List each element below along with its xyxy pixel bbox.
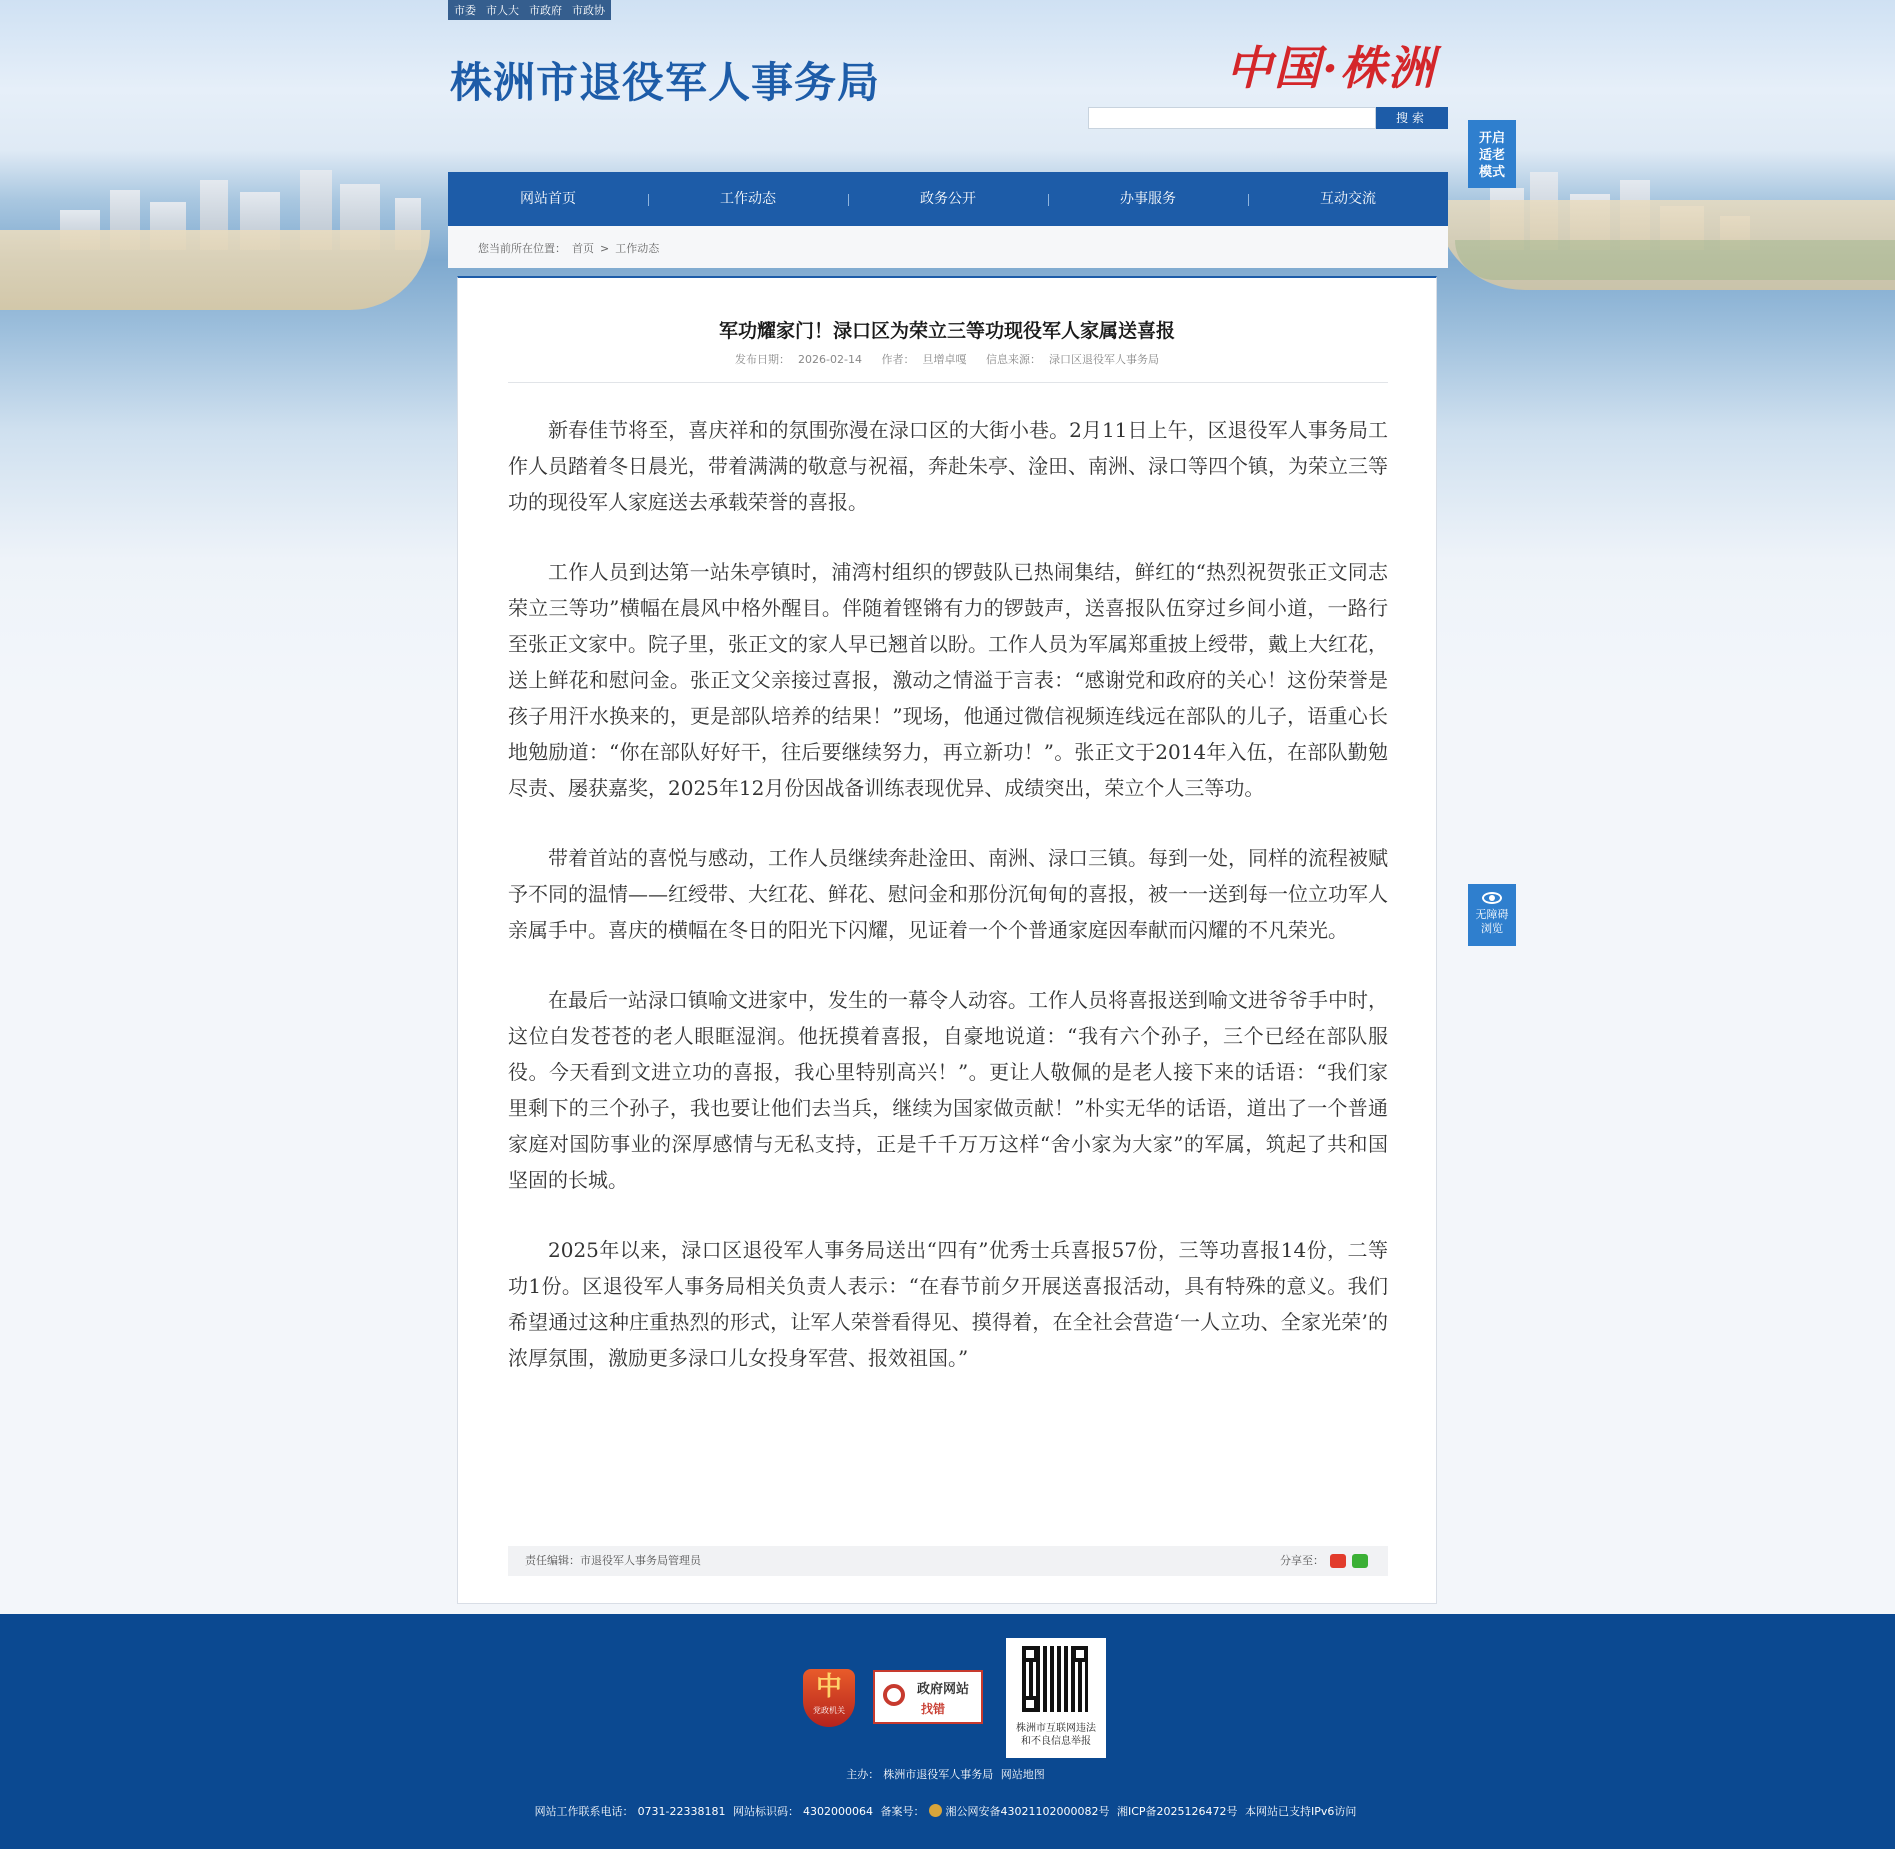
report-qr-card[interactable]: [1006, 1638, 1106, 1758]
share-label: 分享至：: [1280, 1554, 1324, 1567]
host-label: 主办：: [846, 1768, 880, 1781]
gov-error-subtitle: 找错: [921, 1702, 946, 1716]
party-gov-badge[interactable]: [803, 1669, 855, 1727]
search-button[interactable]: 搜索: [1376, 107, 1448, 129]
top-link-congress[interactable]: 市人大: [486, 4, 519, 17]
article-paragraph: 工作人员到达第一站朱亭镇时，浦湾村组织的锣鼓队已热闹集结，鲜红的“热烈祝贺张正文同志荣立三等功”横幅在晨风中格外醒目。伴随着铿锵有力的锣鼓声，送喜报队伍穿过乡间小道，一路行至张正文家中。院子里，张正文的家人早已翘首以盼。工作人员为军属郑重披上绶带，戴上大红花，送上鲜花和慰问金。张正文父亲接过喜报，激动之情溢于言表：“感谢党和政府的关心！这份荣誉是孩子用汗水换来的，更是部队培养的结果！”现场，他通过微信视频连线远在部队的儿子，语重心长地勉励道：“你在部队好好干，往后要继续努力，再立新功！”。张正文于2014年入伍，在部队勤勉尽责、屡获嘉奖，2025年12月份因战备训练表现优异、成绩突出，荣立个人三等功。: [508, 560, 1388, 800]
nav-work-news[interactable]: 工作动态: [648, 172, 848, 226]
article-paragraph: 在最后一站渌口镇喻文进家中，发生的一幕令人动容。工作人员将喜报送到喻文进爷爷手中时，这位白发苍苍的老人眼眶湿润。他抚摸着喜报，自豪地说道：“我有六个孙子，三个已经在部队服役。今天看到文进立功的喜报，我心里特别高兴！”。更让人敬佩的是老人接下来的话语：“我们家里剩下的三个孙子，我也要让他们去当兵，继续为国家做贡献！”朴实无华的话语，道出了一个普通家庭对国防事业的深厚感情与无私支持，正是千千万万这样“舍小家为大家”的军属，筑起了共和国坚固的长城。: [508, 988, 1388, 1192]
nav-interaction[interactable]: 互动交流: [1248, 172, 1448, 226]
breadcrumb-current[interactable]: 工作动态: [615, 242, 660, 255]
search-input[interactable]: [1088, 107, 1376, 129]
phone: 0731-22338181: [637, 1805, 726, 1818]
nav-home[interactable]: 网站首页: [520, 191, 576, 207]
author: 作者： 旦增卓嘎: [881, 353, 967, 366]
article-paragraph: 新春佳节将至，喜庆祥和的氛围弥漫在渌口区的大街小巷。2月11日上午，区退役军人事务局工作人员踏着冬日晨光，带着满满的敬意与祝福，奔赴朱亭、淦田、南洲、渌口等四个镇，为荣立三等功的现役军人家庭送去承载荣誉的喜报。: [508, 418, 1388, 514]
article-title: 军功耀家门！渌口区为荣立三等功现役军人家属送喜报: [718, 320, 1175, 342]
eye-icon: [1482, 892, 1502, 904]
breadcrumb-home[interactable]: 首页: [572, 242, 594, 255]
qr-finder: [1072, 1646, 1088, 1662]
breadcrumb-separator: >: [600, 242, 610, 255]
top-links-bar: [448, 0, 611, 20]
info-source: 信息来源： 渌口区退役军人事务局: [985, 353, 1159, 366]
party-badge-label: 党政机关: [813, 1706, 845, 1715]
article-paragraph: 2025年以来，渌口区退役军人事务局送出“四有”优秀士兵喜报57份，三等功喜报14份，二等功1份。区退役军人事务局相关负责人表示：“在春节前夕开展送喜报活动，具有特殊的意义。我们希望通过这种庄重热烈的形式，让军人荣誉看得见、摸得着，在全社会营造‘一人立功、全家光荣’的浓厚氛围，激励更多渌口儿女投身军营、报效祖国。”: [508, 1238, 1388, 1370]
elder-mode-button[interactable]: [1468, 120, 1516, 188]
article-card: [457, 276, 1437, 1604]
magnifier-icon: [883, 1684, 905, 1706]
riverbank-left: [0, 230, 430, 310]
article-meta: [458, 351, 1436, 367]
top-link-party[interactable]: 市委: [454, 4, 476, 17]
ipv6-note: 本网站已支持IPv6访问: [1245, 1805, 1357, 1818]
top-link-cppcc[interactable]: 市政协: [572, 4, 605, 17]
party-emblem-icon: 中: [815, 1672, 842, 1702]
elder-mode-label-3: 模式: [1478, 165, 1505, 180]
host-name: 株洲市退役军人事务局: [883, 1768, 994, 1781]
site-id: 4302000064: [803, 1805, 874, 1818]
weibo-share-icon[interactable]: [1330, 1554, 1346, 1568]
responsible-editor: 责任编辑：市退役军人事务局管理员: [525, 1554, 701, 1567]
footer-info-line: [0, 1803, 1895, 1819]
phone-label: 网站工作联系电话：: [534, 1805, 634, 1818]
site-title[interactable]: 株洲市退役军人事务局: [450, 58, 881, 107]
china-zhuzhou-logo: 中国·株洲: [1226, 41, 1437, 95]
accessibility-label-1: 无障碍: [1475, 908, 1509, 921]
police-record-link[interactable]: 湘公网安备43021102000082号: [945, 1805, 1110, 1818]
qr-caption: 株洲市互联网违法 和不良信息举报: [1016, 1723, 1096, 1747]
nav-services[interactable]: 办事服务: [1048, 172, 1248, 226]
accessibility-button[interactable]: [1468, 884, 1516, 946]
wechat-share-icon[interactable]: [1352, 1554, 1368, 1568]
editor-bar: [508, 1546, 1388, 1576]
sitemap-link[interactable]: 网站地图: [1000, 1768, 1045, 1781]
icp-link[interactable]: 湘ICP备2025126472号: [1117, 1805, 1238, 1818]
breadcrumb: [448, 226, 1448, 268]
share-area: [1280, 1546, 1368, 1576]
breadcrumb-prefix: 您当前所在位置：: [478, 242, 566, 255]
gov-site-error-button[interactable]: [873, 1670, 983, 1724]
title-divider: [508, 382, 1388, 383]
qr-finder: [1022, 1646, 1038, 1662]
accessibility-label-2: 浏览: [1481, 922, 1503, 935]
publish-date: 发布日期： 2026-02-14: [735, 353, 862, 366]
gov-error-title: 政府网站: [917, 1682, 970, 1697]
record-label: 备案号：: [880, 1805, 925, 1818]
green-bank: [1455, 240, 1895, 280]
main-nav: [448, 172, 1448, 226]
footer-host-line: [0, 1766, 1895, 1782]
elder-mode-label-1: 开启: [1478, 131, 1505, 146]
site-id-label: 网站标识码：: [733, 1805, 800, 1818]
top-link-government[interactable]: 市政府: [529, 4, 562, 17]
article-paragraph: 带着首站的喜悦与感动，工作人员继续奔赴淦田、南洲、渌口三镇。每到一处，同样的流程被赋予不同的温情——红绶带、大红花、鲜花、慰问金和那份沉甸甸的喜报，被一一送到每一位立功军人亲属手中。喜庆的横幅在冬日的阳光下闪耀，见证着一个个普通家庭因奉献而闪耀的不凡荣光。: [508, 846, 1388, 942]
article-body: [508, 412, 1388, 1410]
nav-gov-info[interactable]: 政务公开: [848, 172, 1048, 226]
qr-finder: [1022, 1696, 1038, 1712]
elder-mode-label-2: 适老: [1478, 148, 1505, 163]
police-badge-icon: [929, 1804, 942, 1817]
